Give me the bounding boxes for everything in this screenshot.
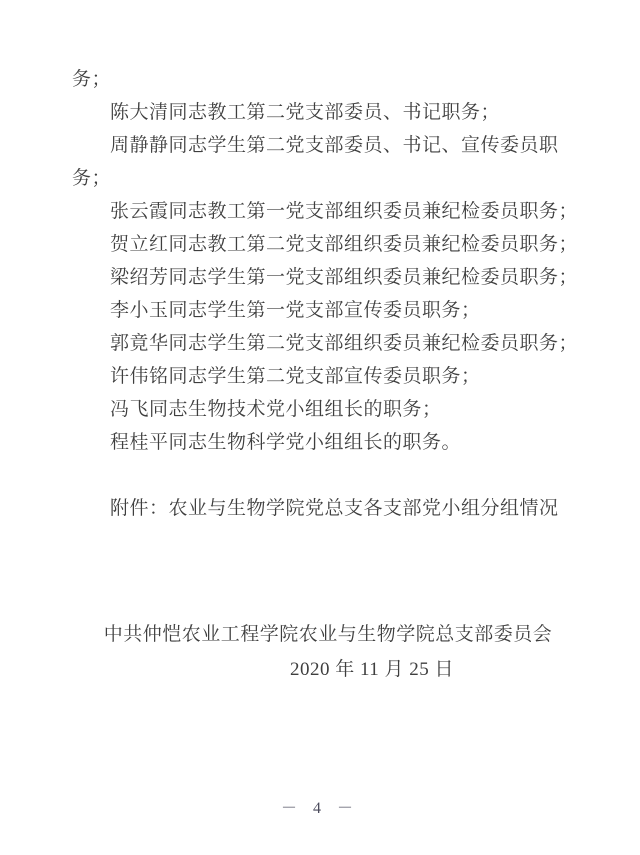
body-line: 周静静同志学生第二党支部委员、书记、宣传委员职务；: [72, 135, 559, 189]
continuation-line: 务；: [72, 69, 112, 90]
body-line: 许伟铭同志学生第二党支部宣传委员职务；: [110, 366, 481, 387]
body-line: 冯飞同志生物技术党小组组长的职务；: [110, 399, 442, 420]
page-number: － 4 －: [280, 800, 359, 817]
body-line: 郭竟华同志学生第二党支部组织委员兼纪检委员职务；: [110, 333, 579, 354]
body-line: 陈大清同志教工第二党支部委员、书记职务；: [110, 102, 501, 123]
attachment-line: 附件：农业与生物学院党总支各支部党小组分组情况: [110, 498, 559, 519]
document-body: [72, 63, 584, 686]
body-line: 张云霞同志教工第一党支部组织委员兼纪检委员职务；: [110, 201, 579, 222]
body-line: 贺立红同志教工第二党支部组织委员兼纪检委员职务；: [110, 234, 579, 255]
body-line: 李小玉同志学生第一党支部宣传委员职务；: [110, 300, 481, 321]
committee-name: 中共仲恺农业工程学院农业与生物学院总支部委员会: [103, 624, 553, 645]
body-line: 梁绍芳同志学生第一党支部组织委员兼纪检委员职务；: [110, 267, 579, 288]
document-date: 2020 年 11 月 25 日: [289, 659, 455, 680]
signature-block: [72, 618, 584, 686]
body-line: 程桂平同志生物科学党小组组长的职务。: [110, 432, 462, 453]
